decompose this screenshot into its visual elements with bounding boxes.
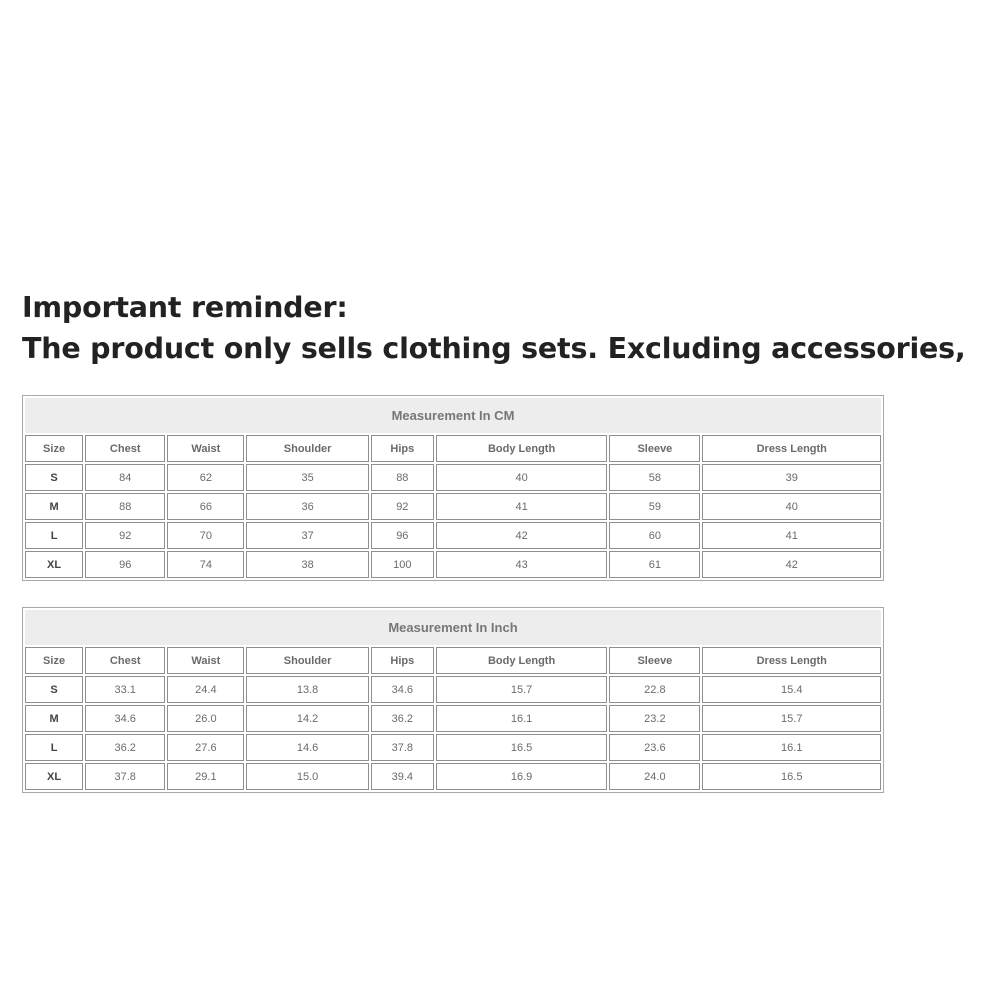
important-reminder bbox=[22, 287, 982, 369]
table-row bbox=[25, 464, 881, 491]
column-header-size: Size bbox=[25, 435, 83, 462]
table-cell: 43 bbox=[436, 551, 607, 578]
table-cell: 15.0 bbox=[246, 763, 368, 790]
table-cell: 14.6 bbox=[246, 734, 368, 761]
table-cell: 100 bbox=[371, 551, 434, 578]
table-cell: 40 bbox=[436, 464, 607, 491]
size-cell: XL bbox=[25, 763, 83, 790]
column-header-chest: Chest bbox=[85, 435, 165, 462]
table-cell: 24.4 bbox=[167, 676, 244, 703]
table-cell: 70 bbox=[167, 522, 244, 549]
table-cell: 16.1 bbox=[702, 734, 881, 761]
table-row bbox=[25, 522, 881, 549]
table-cell: 37 bbox=[246, 522, 368, 549]
table-cell: 40 bbox=[702, 493, 881, 520]
table-cell: 35 bbox=[246, 464, 368, 491]
table-cell: 42 bbox=[702, 551, 881, 578]
table-row bbox=[25, 676, 881, 703]
table-row bbox=[25, 763, 881, 790]
table-cell: 41 bbox=[702, 522, 881, 549]
table-cell: 27.6 bbox=[167, 734, 244, 761]
size-cell: S bbox=[25, 464, 83, 491]
size-table-cm bbox=[22, 395, 884, 581]
reminder-text: The product only sells clothing sets. Excluding accessories, bbox=[22, 332, 966, 365]
header-row bbox=[25, 435, 881, 462]
table-cell: 16.5 bbox=[436, 734, 607, 761]
column-header-shoulder: Shoulder bbox=[246, 647, 368, 674]
column-header-hips: Hips bbox=[371, 647, 434, 674]
table-row bbox=[25, 705, 881, 732]
table-cell: 58 bbox=[609, 464, 700, 491]
table-cell: 15.7 bbox=[702, 705, 881, 732]
table-cell: 34.6 bbox=[85, 705, 165, 732]
table-cell: 34.6 bbox=[371, 676, 434, 703]
table-cell: 16.9 bbox=[436, 763, 607, 790]
table-cell: 41 bbox=[436, 493, 607, 520]
table-cell: 92 bbox=[371, 493, 434, 520]
table-cell: 36.2 bbox=[85, 734, 165, 761]
table-cell: 15.7 bbox=[436, 676, 607, 703]
table-row bbox=[25, 734, 881, 761]
column-header-hips: Hips bbox=[371, 435, 434, 462]
column-header-sleeve: Sleeve bbox=[609, 647, 700, 674]
table-cell: 38 bbox=[246, 551, 368, 578]
column-header-dress-length: Dress Length bbox=[702, 435, 881, 462]
size-cell: M bbox=[25, 705, 83, 732]
size-cell: XL bbox=[25, 551, 83, 578]
size-cell: L bbox=[25, 522, 83, 549]
table-cell: 29.1 bbox=[167, 763, 244, 790]
table-caption: Measurement In Inch bbox=[25, 610, 881, 645]
table-cell: 14.2 bbox=[246, 705, 368, 732]
table-cell: 15.4 bbox=[702, 676, 881, 703]
table-cell: 96 bbox=[371, 522, 434, 549]
column-header-size: Size bbox=[25, 647, 83, 674]
table-caption: Measurement In CM bbox=[25, 398, 881, 433]
table-cell: 13.8 bbox=[246, 676, 368, 703]
table-cell: 39 bbox=[702, 464, 881, 491]
table-cell: 26.0 bbox=[167, 705, 244, 732]
table-row bbox=[25, 493, 881, 520]
column-header-sleeve: Sleeve bbox=[609, 435, 700, 462]
table-cell: 66 bbox=[167, 493, 244, 520]
size-table-inch bbox=[22, 607, 884, 793]
header-row bbox=[25, 647, 881, 674]
size-cell: L bbox=[25, 734, 83, 761]
column-header-body-length: Body Length bbox=[436, 647, 607, 674]
table-cell: 74 bbox=[167, 551, 244, 578]
table-cell: 36 bbox=[246, 493, 368, 520]
table-cell: 88 bbox=[85, 493, 165, 520]
table-cell: 22.8 bbox=[609, 676, 700, 703]
table-cell: 37.8 bbox=[371, 734, 434, 761]
table-cell: 61 bbox=[609, 551, 700, 578]
table-cell: 33.1 bbox=[85, 676, 165, 703]
table-cell: 36.2 bbox=[371, 705, 434, 732]
column-header-chest: Chest bbox=[85, 647, 165, 674]
column-header-waist: Waist bbox=[167, 647, 244, 674]
table-cell: 16.1 bbox=[436, 705, 607, 732]
table-cell: 24.0 bbox=[609, 763, 700, 790]
table-cell: 39.4 bbox=[371, 763, 434, 790]
column-header-body-length: Body Length bbox=[436, 435, 607, 462]
table-cell: 62 bbox=[167, 464, 244, 491]
column-header-shoulder: Shoulder bbox=[246, 435, 368, 462]
column-header-waist: Waist bbox=[167, 435, 244, 462]
table-cell: 16.5 bbox=[702, 763, 881, 790]
size-cell: M bbox=[25, 493, 83, 520]
table-cell: 42 bbox=[436, 522, 607, 549]
size-cell: S bbox=[25, 676, 83, 703]
table-cell: 23.6 bbox=[609, 734, 700, 761]
table-cell: 92 bbox=[85, 522, 165, 549]
column-header-dress-length: Dress Length bbox=[702, 647, 881, 674]
table-cell: 84 bbox=[85, 464, 165, 491]
table-cell: 60 bbox=[609, 522, 700, 549]
table-row bbox=[25, 551, 881, 578]
table-cell: 23.2 bbox=[609, 705, 700, 732]
table-cell: 96 bbox=[85, 551, 165, 578]
table-cell: 37.8 bbox=[85, 763, 165, 790]
reminder-heading: Important reminder: bbox=[22, 291, 348, 324]
table-cell: 59 bbox=[609, 493, 700, 520]
table-cell: 88 bbox=[371, 464, 434, 491]
